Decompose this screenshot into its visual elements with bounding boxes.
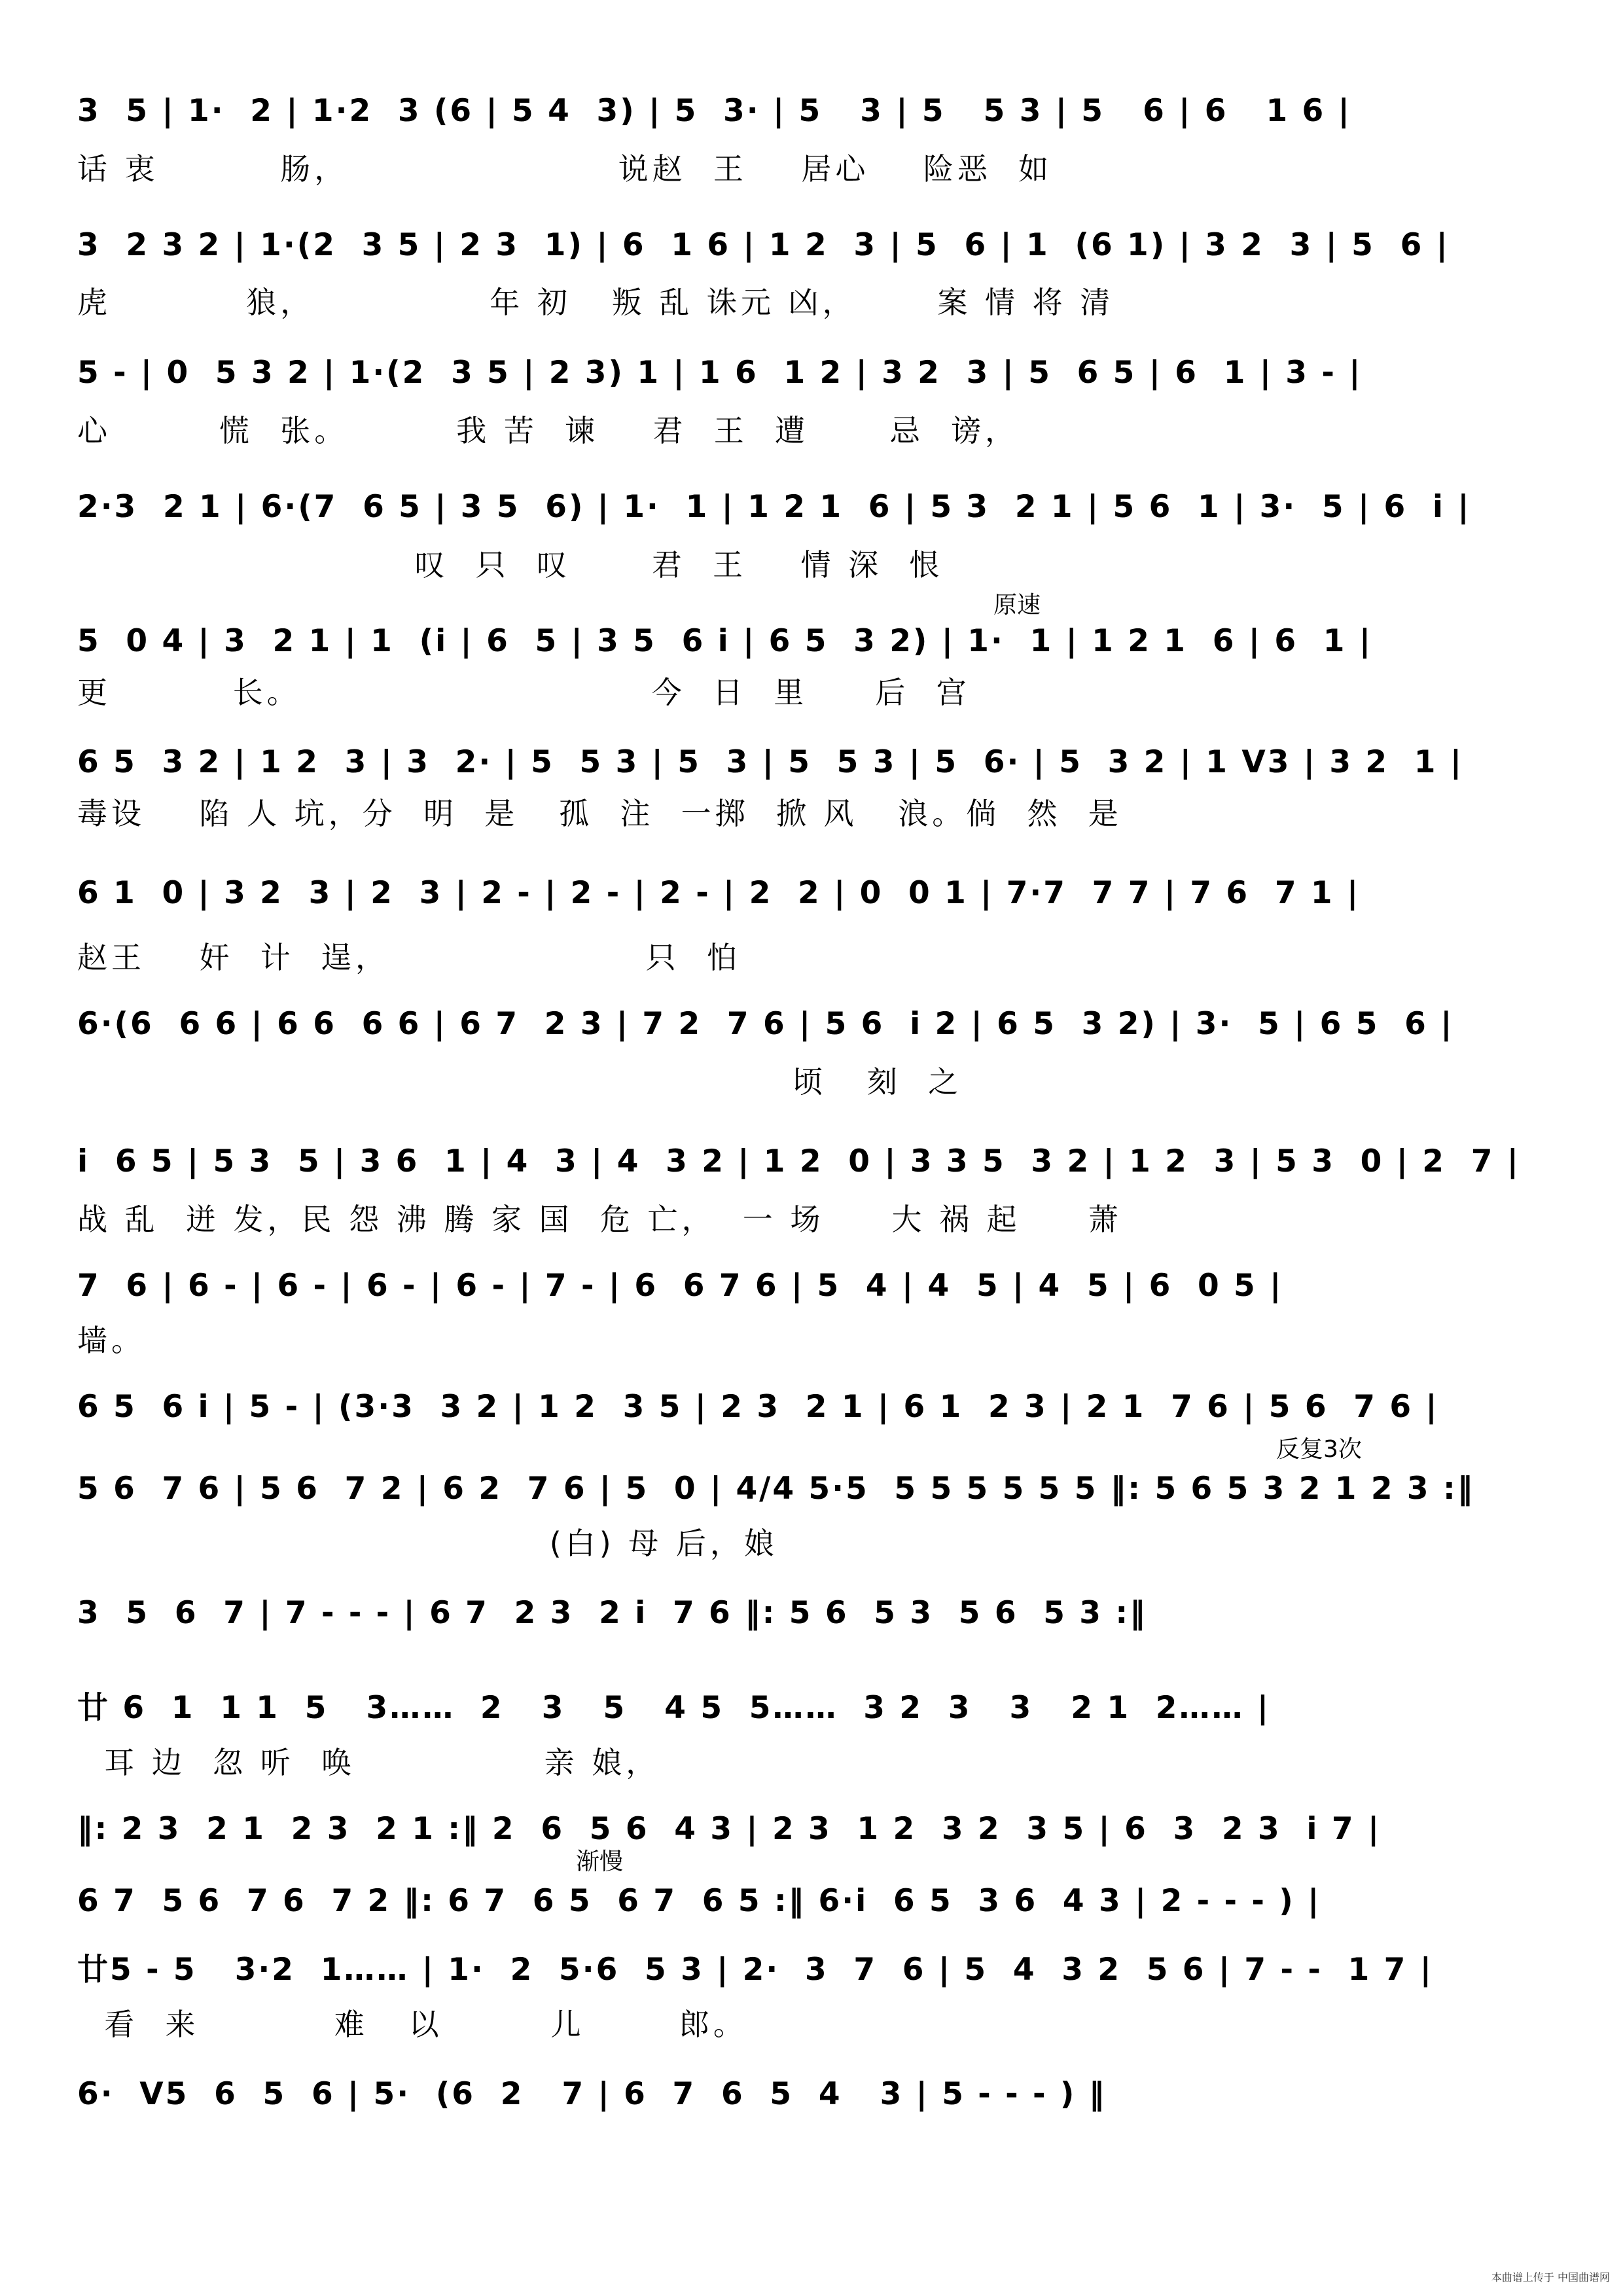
lyric-text: 虎 狼， 年 初 叛 乱 诛元 凶， 案 情 将 清 — [77, 285, 1115, 320]
notation-line: 7 6 | 6 - | 6 - | 6 - | 6 - | 7 - | 6 6 7 6 | 5 4 | 4 5 | 4 5 | 6 0 5 | — [77, 1268, 1283, 1304]
lyric-text: 看 来 难 以 儿 郎。 — [77, 2007, 747, 2042]
notation-line: 5 0 4 | 3 2 1 | 1 (i | 6 5 | 3 5 6 i | 6 5 3 2) | 1· 1 | 1 2 1 6 | 6 1 | — [77, 623, 1372, 659]
lyric-text: 赵王 奸 计 逞， 只 怕 — [77, 940, 741, 975]
lyric-text: 更 长。 今 日 里 后 宫 — [77, 675, 971, 710]
notation-line: 3 5 | 1· 2 | 1·2 3 (6 | 5 4 3) | 5 3· | 5 3 | 5 5 3 | 5 6 | 6 1 6 | — [77, 93, 1351, 129]
lyric-text: 话 衷 肠， 说赵 王 居心 险恶 如 — [77, 151, 1053, 187]
notation-line: 廿5 - 5 3·2 1…… | 1· 2 5·6 5 3 | 2· 3 7 6 | 5 4 3 2 5 6 | 7 - - 1 7 | — [77, 1952, 1433, 1988]
lyric-text: 叹 只 叹 君 王 情 深 恨 — [77, 547, 944, 583]
lyric-text: 墙。 — [77, 1323, 145, 1358]
notation-line: 5 - | 0 5 3 2 | 1·(2 3 5 | 2 3) 1 | 1 6 1 2 | 3 2 3 | 5 6 5 | 6 1 | 3 - | — [77, 355, 1363, 391]
slowing-mark: 渐慢 — [576, 1848, 624, 1875]
notation-line: 2·3 2 1 | 6·(7 6 5 | 3 5 6) | 1· 1 | 1 2 1 6 | 5 3 2 1 | 5 6 1 | 3· 5 | 6 i | — [77, 489, 1471, 525]
lyric-text: 毒设 陷 人 坑，分 明 是 孤 注 一掷 掀 风 浪。倘 然 是 — [77, 796, 1122, 831]
notation-line: ‖: 2 3 2 1 2 3 2 1 :‖ 2 6 5 6 4 3 | 2 3 1 2 3 2 3 5 | 6 3 2 3 i 7 | — [77, 1811, 1382, 1847]
notation-line: 6 1 0 | 3 2 3 | 2 3 | 2 - | 2 - | 2 - | 2 2 | 0 0 1 | 7·7 7 7 | 7 6 7 1 | — [77, 875, 1361, 911]
repeat-count-mark: 反复3次 — [1276, 1436, 1362, 1463]
notation-line: 6 5 3 2 | 1 2 3 | 3 2· | 5 5 3 | 5 3 | 5 5 3 | 5 6· | 5 3 2 | 1 V3 | 3 2 1 | — [77, 744, 1464, 780]
notation-line: 5 6 7 6 | 5 6 7 2 | 6 2 7 6 | 5 0 | 4/4 5·5 5 5 5 5 5 5 ‖: 5 6 5 3 2 1 2 3 :‖ — [77, 1471, 1475, 1507]
lyric-text: 心 慌 张。 我 苦 谏 君 王 遭 忌 谤， — [77, 413, 1020, 448]
lyric-text: 顷 刻 之 — [77, 1064, 963, 1100]
notation-line: 廿 6 1 1 1 5 3…… 2 3 5 4 5 5…… 3 2 3 3 2 1 2…… | — [77, 1690, 1271, 1726]
notation-line: 3 2 3 2 | 1·(2 3 5 | 2 3 1) | 6 1 6 | 1 2 3 | 5 6 | 1 (6 1) | 3 2 3 | 5 6 | — [77, 227, 1450, 263]
notation-line: 3 5 6 7 | 7 - - - | 6 7 2 3 2 i 7 6 ‖: 5 6 5 3 5 6 5 3 :‖ — [77, 1595, 1147, 1631]
lyric-text: 战 乱 迸 发，民 怨 沸 腾 家 国 危 亡， 一 场 大 祸 起 萧 — [77, 1202, 1122, 1237]
notation-line: 6 5 6 i | 5 - | (3·3 3 2 | 1 2 3 5 | 2 3 2 1 | 6 1 2 3 | 2 1 7 6 | 5 6 7 6 | — [77, 1389, 1439, 1425]
notation-line: i 6 5 | 5 3 5 | 3 6 1 | 4 3 | 4 3 2 | 1 2 0 | 3 3 5 3 2 | 1 2 3 | 5 3 0 | 2 7 | — [77, 1143, 1520, 1179]
notation-line: 6·(6 6 6 | 6 6 6 6 | 6 7 2 3 | 7 2 7 6 | 5 6 i 2 | 6 5 3 2) | 3· 5 | 6 5 6 | — [77, 1006, 1454, 1042]
tempo-resume-mark: 原速 — [993, 592, 1041, 619]
lyric-text: (白) 母 后，娘 — [77, 1526, 778, 1561]
footer-credit: 本曲谱上传于 中国曲谱网 — [1491, 2271, 1610, 2284]
lyric-text: 耳 边 忽 听 唤 亲 娘， — [77, 1745, 660, 1780]
notation-line: 6 7 5 6 7 6 7 2 ‖: 6 7 6 5 6 7 6 5 :‖ 6·i 6 5 3 6 4 3 | 2 - - - ) | — [77, 1883, 1321, 1919]
notation-line: 6· V5 6 5 6 | 5· (6 2 7 | 6 7 6 5 4 3 | 5 - - - ) ‖ — [77, 2076, 1107, 2112]
